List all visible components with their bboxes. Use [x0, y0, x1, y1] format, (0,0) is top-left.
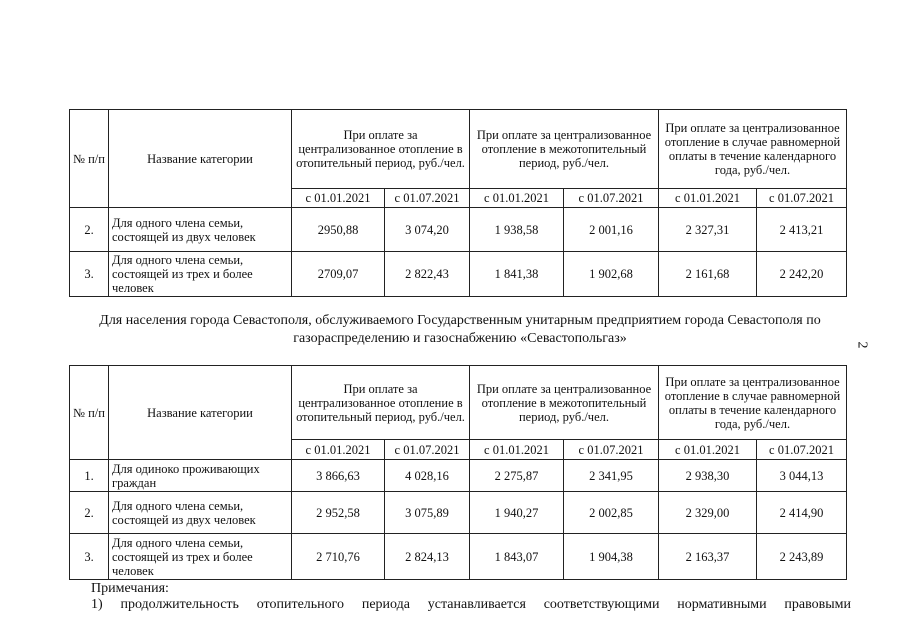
row-value: 3 074,20 — [385, 208, 470, 252]
header-uniform-payment: При оплате за централизованное отопление в случае равномерной оплаты в течение календарного года, руб./чел. — [659, 110, 847, 189]
row-value: 2 329,00 — [659, 492, 757, 534]
header-date: с 01.07.2021 — [757, 440, 847, 460]
tariff-table-1 — [69, 109, 847, 297]
row-category: Для одного члена семьи, состоящей из двух человек — [109, 492, 292, 534]
header-uniform-payment: При оплате за централизованное отопление в случае равномерной оплаты в течение календарного года, руб./чел. — [659, 366, 847, 440]
header-category-name: Название категории — [109, 366, 292, 460]
section-heading: Для населения города Севастополя, обслуживаемого Государственным унитарным предприятием города Севастополя по газораспределению и газоснабжению «Севастопольгаз» — [99, 313, 821, 346]
header-num: № п/п — [70, 110, 109, 208]
header-date: с 01.07.2021 — [385, 189, 470, 208]
row-value: 2 275,87 — [470, 460, 564, 492]
row-value: 1 843,07 — [470, 534, 564, 580]
header-heating-period: При оплате за централизованное отопление в отопительный период, руб./чел. — [292, 110, 470, 189]
row-value: 2709,07 — [292, 252, 385, 297]
row-category: Для одного члена семьи, состоящей из двух человек — [109, 208, 292, 252]
row-num: 3. — [70, 252, 109, 297]
header-date: с 01.07.2021 — [564, 440, 659, 460]
row-value: 2 327,31 — [659, 208, 757, 252]
row-value: 2 161,68 — [659, 252, 757, 297]
table-row — [70, 460, 847, 492]
row-value: 2 163,37 — [659, 534, 757, 580]
header-date: с 01.07.2021 — [564, 189, 659, 208]
header-date: с 01.01.2021 — [470, 440, 564, 460]
row-value: 2 414,90 — [757, 492, 847, 534]
table-row — [70, 534, 847, 580]
header-off-heating-period: При оплате за централизованное отопление в межотопительный период, руб./чел. — [470, 366, 659, 440]
row-value: 2 710,76 — [292, 534, 385, 580]
row-value: 2 824,13 — [385, 534, 470, 580]
header-date: с 01.01.2021 — [470, 189, 564, 208]
table-row — [70, 492, 847, 534]
row-value: 2 822,43 — [385, 252, 470, 297]
row-value: 2950,88 — [292, 208, 385, 252]
row-value: 1 841,38 — [470, 252, 564, 297]
header-date: с 01.01.2021 — [659, 440, 757, 460]
header-date: с 01.01.2021 — [659, 189, 757, 208]
header-category-name: Название категории — [109, 110, 292, 208]
notes-title: Примечания: — [91, 581, 169, 596]
row-category: Для одного члена семьи, состоящей из трех и более человек — [109, 252, 292, 297]
table-row — [70, 208, 847, 252]
row-category: Для одиноко проживающих граждан — [109, 460, 292, 492]
row-value: 3 075,89 — [385, 492, 470, 534]
row-value: 3 044,13 — [757, 460, 847, 492]
note-item: 1) продолжительность отопительного периода устанавливается соответствующими нормативными правовыми — [91, 597, 851, 612]
row-category: Для одного члена семьи, состоящей из трех и более человек — [109, 534, 292, 580]
row-value: 2 952,58 — [292, 492, 385, 534]
header-date: с 01.07.2021 — [757, 189, 847, 208]
row-value: 2 341,95 — [564, 460, 659, 492]
tariff-table-2 — [69, 365, 847, 580]
row-value: 1 902,68 — [564, 252, 659, 297]
row-value: 1 938,58 — [470, 208, 564, 252]
row-value: 2 413,21 — [757, 208, 847, 252]
header-off-heating-period: При оплате за централизованное отопление в межотопительный период, руб./чел. — [470, 110, 659, 189]
row-num: 2. — [70, 208, 109, 252]
row-value: 2 002,85 — [564, 492, 659, 534]
header-date: с 01.01.2021 — [292, 189, 385, 208]
row-value: 3 866,63 — [292, 460, 385, 492]
row-value: 2 001,16 — [564, 208, 659, 252]
row-value: 2 242,20 — [757, 252, 847, 297]
header-date: с 01.07.2021 — [385, 440, 470, 460]
row-num: 1. — [70, 460, 109, 492]
row-num: 3. — [70, 534, 109, 580]
header-num: № п/п — [70, 366, 109, 460]
row-value: 2 243,89 — [757, 534, 847, 580]
table-row — [70, 252, 847, 297]
row-value: 1 940,27 — [470, 492, 564, 534]
row-num: 2. — [70, 492, 109, 534]
row-value: 4 028,16 — [385, 460, 470, 492]
row-value: 1 904,38 — [564, 534, 659, 580]
page-number: 2 — [854, 341, 870, 349]
header-heating-period: При оплате за централизованное отопление в отопительный период, руб./чел. — [292, 366, 470, 440]
header-date: с 01.01.2021 — [292, 440, 385, 460]
row-value: 2 938,30 — [659, 460, 757, 492]
